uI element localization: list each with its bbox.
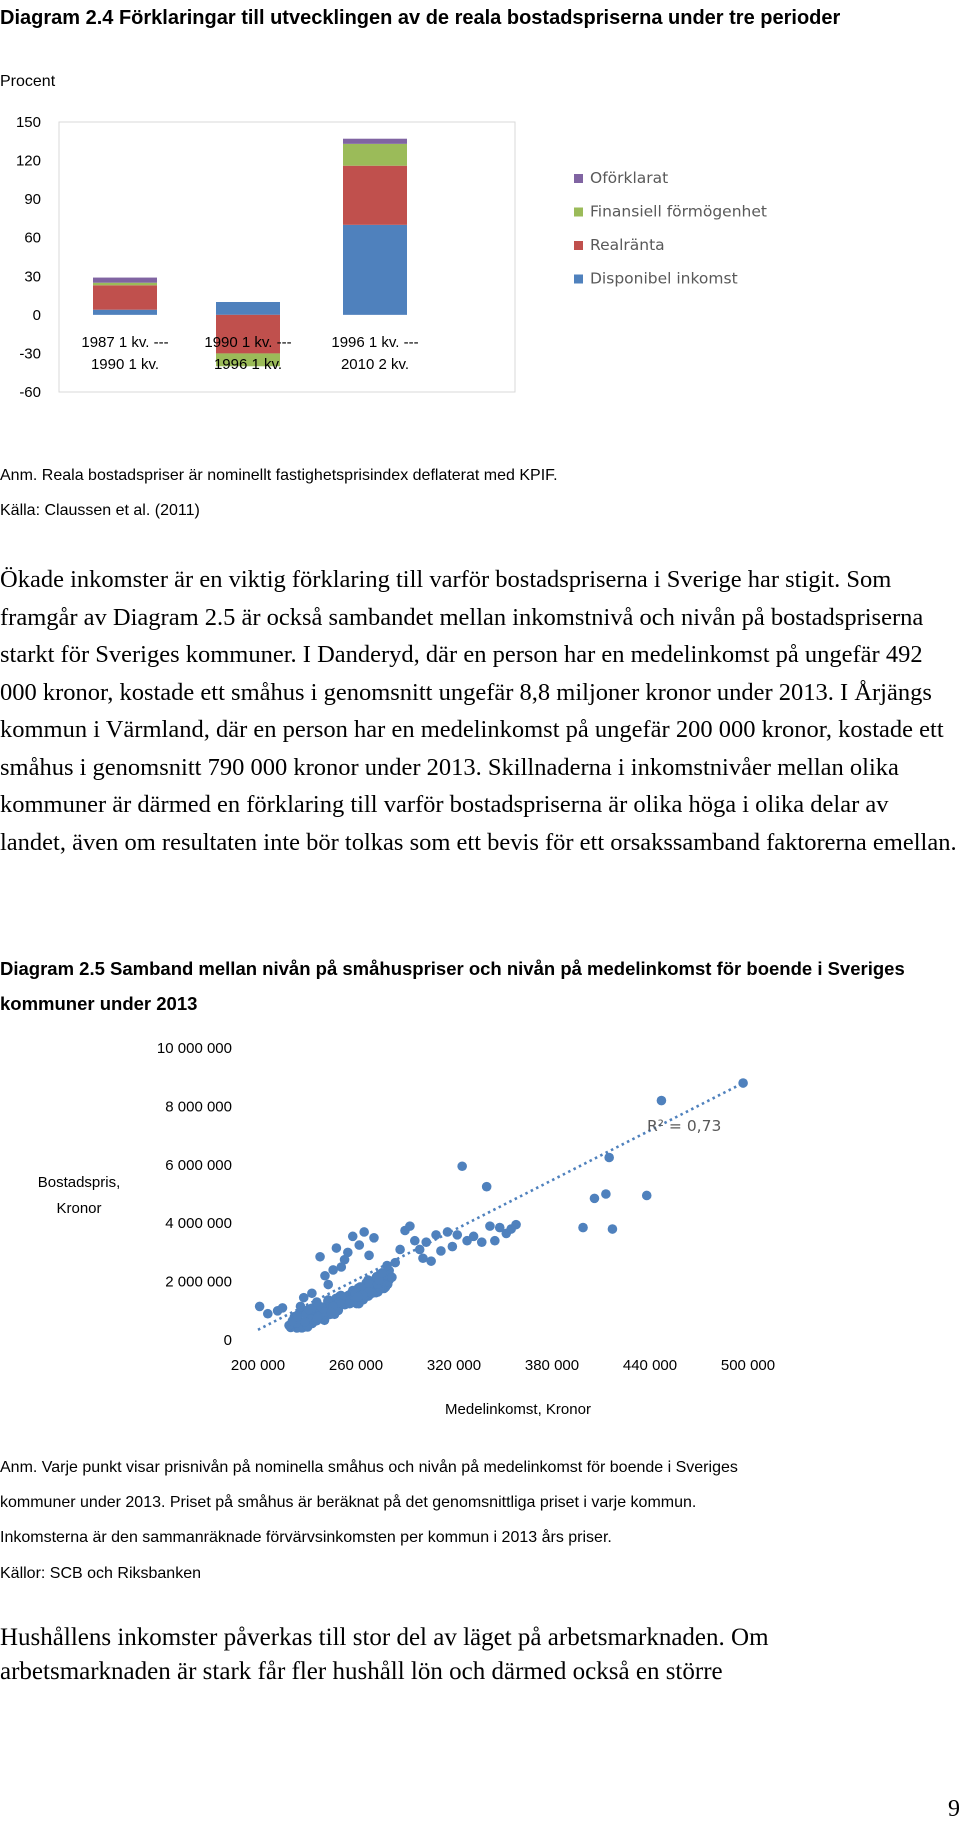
scatter-y-tick-label: 2 000 000	[165, 1273, 232, 1291]
legend-label-finansiell: Finansiell förmögenhet	[590, 202, 767, 221]
scatter-point	[395, 1245, 405, 1255]
bar-segment-realranta	[343, 166, 407, 225]
legend-swatch-disponibel	[574, 275, 583, 284]
bar-x-tick-label: 1990 1 kv.	[90, 356, 160, 373]
scatter-point	[578, 1223, 588, 1233]
scatter-x-tick-label: 320 000	[426, 1357, 482, 1374]
scatter-point	[387, 1272, 397, 1282]
scatter-point	[353, 1292, 363, 1302]
scatter-point	[657, 1096, 667, 1106]
bar-segment-oforklarat	[343, 139, 407, 144]
scatter-x-tick-label: 200 000	[230, 1357, 286, 1374]
scatter-point	[263, 1309, 273, 1319]
scatter-point	[278, 1303, 288, 1313]
scatter-ylabel-line-1: Bostadspris,	[37, 1174, 121, 1191]
bar-segment-realranta	[93, 285, 157, 309]
scatter-point	[328, 1265, 338, 1275]
bar-chart	[0, 100, 767, 470]
scatter-point	[426, 1256, 436, 1266]
diagram-25-title: Diagram 2.5 Samband mellan nivån på småhuspriser och nivån på medelinkomst för boende i Sveriges kommuner under 2013	[0, 958, 905, 1014]
scatter-point	[590, 1194, 600, 1204]
scatter-point	[369, 1233, 379, 1243]
scatter-point	[410, 1236, 420, 1246]
scatter-point	[477, 1237, 487, 1247]
bar-y-tick-label: 150	[15, 114, 41, 131]
body-paragraph-1: Ökade inkomster är en viktig förklaring till varför bostadspriserna i Sverige har stigit. Som framgår av Diagram 2.5 är också sambandet mellan inkomstnivå och nivån på bostadspriserna starkt för Sveriges kommuner. I Danderyd, där en person har en medelinkomst på ungefär 492 000 kronor, kostade ett småhus i genomsnitt ungefär 8,8 miljoner kronor under 2013. I Årjängs kommun i Värmland, där en person har en medelinkomst på ungefär 200 000 kronor, kostade ett småhus i genomsnitt 790 000 kronor under 2013. Skillnaderna i inkomstnivåer mellan olika kommuner är därmed en förklaring till varför bostadspriserna är olika höga i olika delar av landet, även om resultaten inte bör tolkas som ett bevis för ett orsakssamband faktorerna emellan.	[0, 566, 957, 856]
bar-x-tick-label: 1996 1 kv.	[213, 356, 283, 373]
scatter-ylabel-line-2: Kronor	[56, 1200, 102, 1217]
scatter-xlabel: Medelinkomst, Kronor	[445, 1401, 591, 1418]
scatter-point	[312, 1313, 322, 1323]
bar-x-tick-label: 2010 2 kv.	[340, 356, 410, 373]
scatter-point	[448, 1242, 458, 1252]
bar-y-tick-label: -60	[19, 384, 41, 401]
bar-segment-finansiell	[343, 144, 407, 166]
scatter-r2-annotation: R² = 0,73	[647, 1117, 722, 1135]
scatter-point	[604, 1153, 614, 1163]
scatter-point	[457, 1161, 467, 1171]
scatter-point	[332, 1243, 342, 1253]
bar-segment-finansiell	[93, 283, 157, 286]
scatter-point	[485, 1221, 495, 1231]
scatter-point	[292, 1312, 302, 1322]
legend-swatch-oforklarat	[574, 174, 583, 183]
scatter-point	[343, 1248, 353, 1258]
scatter-x-tick-label: 500 000	[720, 1357, 776, 1374]
bar-segment-disponibel	[93, 310, 157, 315]
bar-chart-plot-area	[59, 122, 515, 392]
diagram-24-source: Källa: Claussen et al. (2011)	[0, 502, 200, 519]
scatter-y-tick-label: 10 000 000	[156, 1040, 232, 1057]
scatter-x-tick-label: 260 000	[328, 1357, 384, 1374]
scatter-point	[326, 1308, 336, 1318]
scatter-y-tick-label: 4 000 000	[165, 1215, 232, 1233]
scatter-point	[405, 1221, 415, 1231]
bar-y-tick-label: 90	[24, 191, 41, 209]
scatter-point	[299, 1293, 309, 1303]
bar-y-tick-label: 120	[15, 152, 41, 170]
diagram-25-note-line-1: Anm. Varje punkt visar prisnivån på nominella småhus och nivån på medelinkomst för boende i Sveriges	[0, 1459, 738, 1476]
scatter-point	[608, 1224, 618, 1234]
scatter-point	[418, 1253, 428, 1263]
scatter-point	[642, 1191, 652, 1201]
legend-label-realranta: Realränta	[590, 236, 665, 254]
scatter-point	[255, 1302, 265, 1312]
scatter-point	[307, 1288, 317, 1298]
scatter-point	[323, 1280, 333, 1290]
scatter-x-tick-label: 380 000	[524, 1357, 580, 1374]
scatter-point	[304, 1305, 314, 1315]
scatter-y-tick-label: 0	[223, 1332, 232, 1349]
bar-segment-disponibel	[216, 302, 280, 315]
scatter-point	[452, 1230, 462, 1240]
scatter-point	[601, 1189, 611, 1199]
scatter-point	[469, 1232, 479, 1242]
page-number: 9	[948, 1796, 960, 1822]
scatter-point	[320, 1271, 330, 1281]
bar-segment-disponibel	[343, 225, 407, 315]
body-paragraph-2: Hushållens inkomster påverkas till stor del av läget på arbetsmarknaden. Om arbetsmarknaden är stark får fler hushåll lön och därmed också en större	[0, 1624, 769, 1685]
scatter-chart	[0, 1030, 800, 1420]
legend-swatch-realranta	[574, 241, 583, 250]
diagram-25-source: Källor: SCB och Riksbanken	[0, 1565, 201, 1582]
bar-y-tick-label: 60	[24, 229, 41, 247]
legend-label-disponibel: Disponibel inkomst	[590, 269, 738, 288]
bar-y-tick-label: 0	[32, 306, 41, 324]
diagram-25-note	[0, 1450, 958, 1555]
scatter-point	[315, 1252, 325, 1262]
scatter-x-tick-label: 440 000	[622, 1357, 678, 1374]
scatter-point	[482, 1182, 492, 1192]
scatter-point	[436, 1246, 446, 1256]
legend-label-oforklarat: Oförklarat	[590, 169, 669, 187]
scatter-y-tick-label: 6 000 000	[165, 1156, 232, 1174]
bar-y-tick-label: -30	[19, 345, 41, 363]
bar-x-tick-label: 1996 1 kv. ---	[331, 334, 419, 351]
scatter-point	[490, 1236, 500, 1246]
scatter-point	[364, 1251, 374, 1261]
scatter-point	[345, 1299, 355, 1309]
legend-swatch-finansiell	[574, 208, 583, 217]
diagram-25-note-line-3: Inkomsterna är den sammanräknade förvärvsinkomsten per kommun i 2013 års priser.	[0, 1529, 612, 1546]
diagram-24-title: Diagram 2.4 Förklaringar till utvecklingen av de reala bostadspriserna under tre perioder	[0, 7, 841, 29]
bar-x-tick-label: 1987 1 kv. ---	[81, 334, 169, 351]
scatter-point	[511, 1220, 521, 1230]
diagram-25-note-line-2: kommuner under 2013. Priset på småhus är beräknat på det genomsnittliga priset i varje kommun.	[0, 1494, 697, 1511]
scatter-y-tick-label: 8 000 000	[165, 1098, 232, 1116]
scatter-point	[359, 1227, 369, 1237]
scatter-point	[738, 1078, 748, 1088]
scatter-point	[354, 1240, 364, 1250]
bar-segment-oforklarat	[93, 278, 157, 283]
diagram-24-unit: Procent	[0, 73, 56, 90]
scatter-point	[348, 1232, 358, 1242]
bar-y-tick-label: 30	[24, 268, 41, 286]
bar-x-tick-label: 1990 1 kv. ---	[204, 334, 292, 351]
diagram-24-note: Anm. Reala bostadspriser är nominellt fastighetsprisindex deflaterat med KPIF.	[0, 467, 558, 484]
